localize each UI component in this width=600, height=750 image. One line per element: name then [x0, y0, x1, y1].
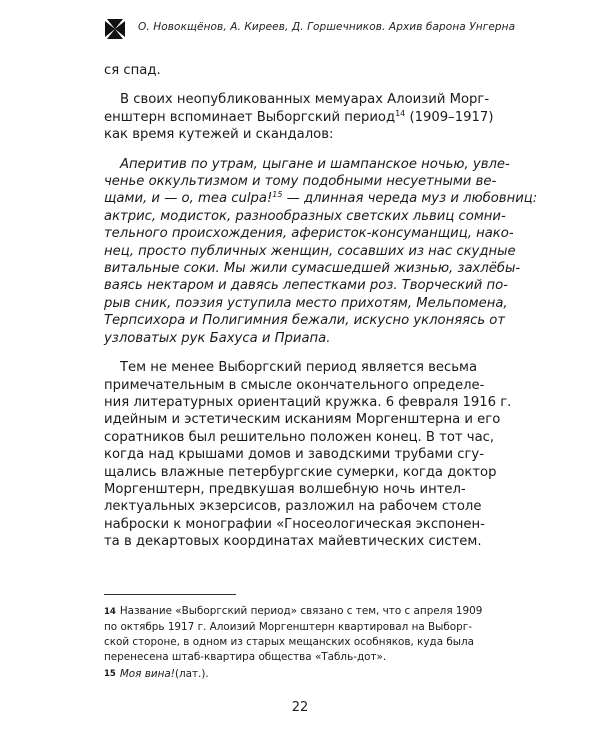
fragment-line: ся спад. [104, 63, 161, 78]
text-line: Моргенштерн, предвкушая волшебную ночь интел- [104, 481, 466, 497]
text-line: В своих неопубликованных мемуарах Алоизий Морг- [120, 92, 490, 108]
footnote-number: 14 [104, 607, 116, 617]
text-span: Моя вина! [119, 668, 175, 680]
footnote-line: по октябрь 1917 г. Алоизий Моргенштерн квартировал на Выборг- [104, 621, 472, 633]
text-line: щались влажные петербургские сумерки, когда доктор [104, 464, 497, 480]
text-line: идейным и эстетическим исканиям Моргенштерна и его [104, 412, 501, 428]
text-line: примечательным в смысле окончательного определе- [104, 377, 485, 393]
footnote-line: ской стороне, в одном из старых мещанских особняков, куда была [104, 636, 475, 648]
footnotes [104, 604, 514, 682]
text-span: щами, и — о, mea culpa! [104, 191, 273, 207]
footnote-number: 15 [104, 669, 116, 679]
quote-line: тельного происхождения, аферисток-консуманщиц, нако- [104, 226, 514, 242]
text-line: когда над крышами домов и заводскими трубами сгу- [104, 447, 484, 463]
footnote-14 [104, 604, 514, 665]
text-span: (лат.). [174, 668, 209, 680]
text-line: ния литературных ориентаций кружка. 6 февраля 1916 г. [104, 394, 512, 410]
text-line: Тем не менее Выборгский период является весьма [120, 360, 478, 376]
text-span: — длинная череда муз и любовниц: [282, 191, 538, 207]
quote-line: Терпсихора и Полигимния бежали, искусно уклоняясь от [104, 313, 506, 329]
quote-line: витальные соки. Мы жили сумасшедшей жизнью, захлёбы- [104, 261, 521, 277]
quote-line: рыв сник, поэзия уступила место прихотям, Мельпомена, [104, 295, 508, 311]
text-span: (1909–1917) [405, 109, 494, 125]
footnote-line: перенесена штаб-квартира общества «Табль-дот». [104, 651, 387, 663]
quote-line: нец, просто публичных женщин, сосавших из нас скудные [104, 243, 516, 259]
text-line: наброски к монографии «Гносеологическая экспонен- [104, 516, 485, 532]
text-span: Название «Выборгский период» связано с тем, что с апреля 1909 [119, 605, 483, 617]
quote-line: узловатых рук Бахуса и Приапа. [104, 330, 331, 346]
maltese-cross-icon [104, 18, 126, 40]
text-line: соратников был решительно положен конец. В тот час, [104, 429, 495, 445]
quote-line: ченье оккультизмом и тому подобными несуетными ве- [104, 174, 497, 190]
footnote-divider [104, 594, 236, 595]
page-body [104, 62, 538, 551]
quote-line: Аперитив по утрам, цыгане и шампанское ночью, увле- [120, 156, 510, 172]
quote-line: ваясь нектаром и давясь лепестками роз. Творческий по- [104, 278, 508, 294]
footnote-15 [104, 667, 514, 682]
footnote-line [104, 667, 514, 682]
paragraph-2 [104, 359, 514, 550]
running-header [104, 18, 544, 44]
quote-block [104, 156, 538, 347]
quote-line [104, 190, 538, 207]
paragraph-1 [104, 91, 514, 143]
text-line: та в декартовых координатах майевтических систем. [104, 534, 482, 550]
running-head-text: О. Новокщёнов, А. Киреев, Д. Горшечников. Архив барона Унгерна [138, 21, 516, 33]
text-line: как время кутежей и скандалов: [104, 127, 334, 143]
text-line [104, 109, 514, 126]
footnote-ref-15[interactable]: 15 [272, 190, 283, 200]
footnote-ref-14[interactable]: 14 [395, 108, 406, 118]
text-span: енштерн вспоминает Выборгский период [104, 109, 396, 125]
quote-line: актрис, модисток, разнообразных светских львиц сомни- [104, 208, 506, 224]
footnote-line [104, 604, 514, 620]
text-line: лектуальных экзерсисов, разложил на рабочем столе [104, 499, 482, 515]
page-number: 22 [291, 700, 309, 715]
